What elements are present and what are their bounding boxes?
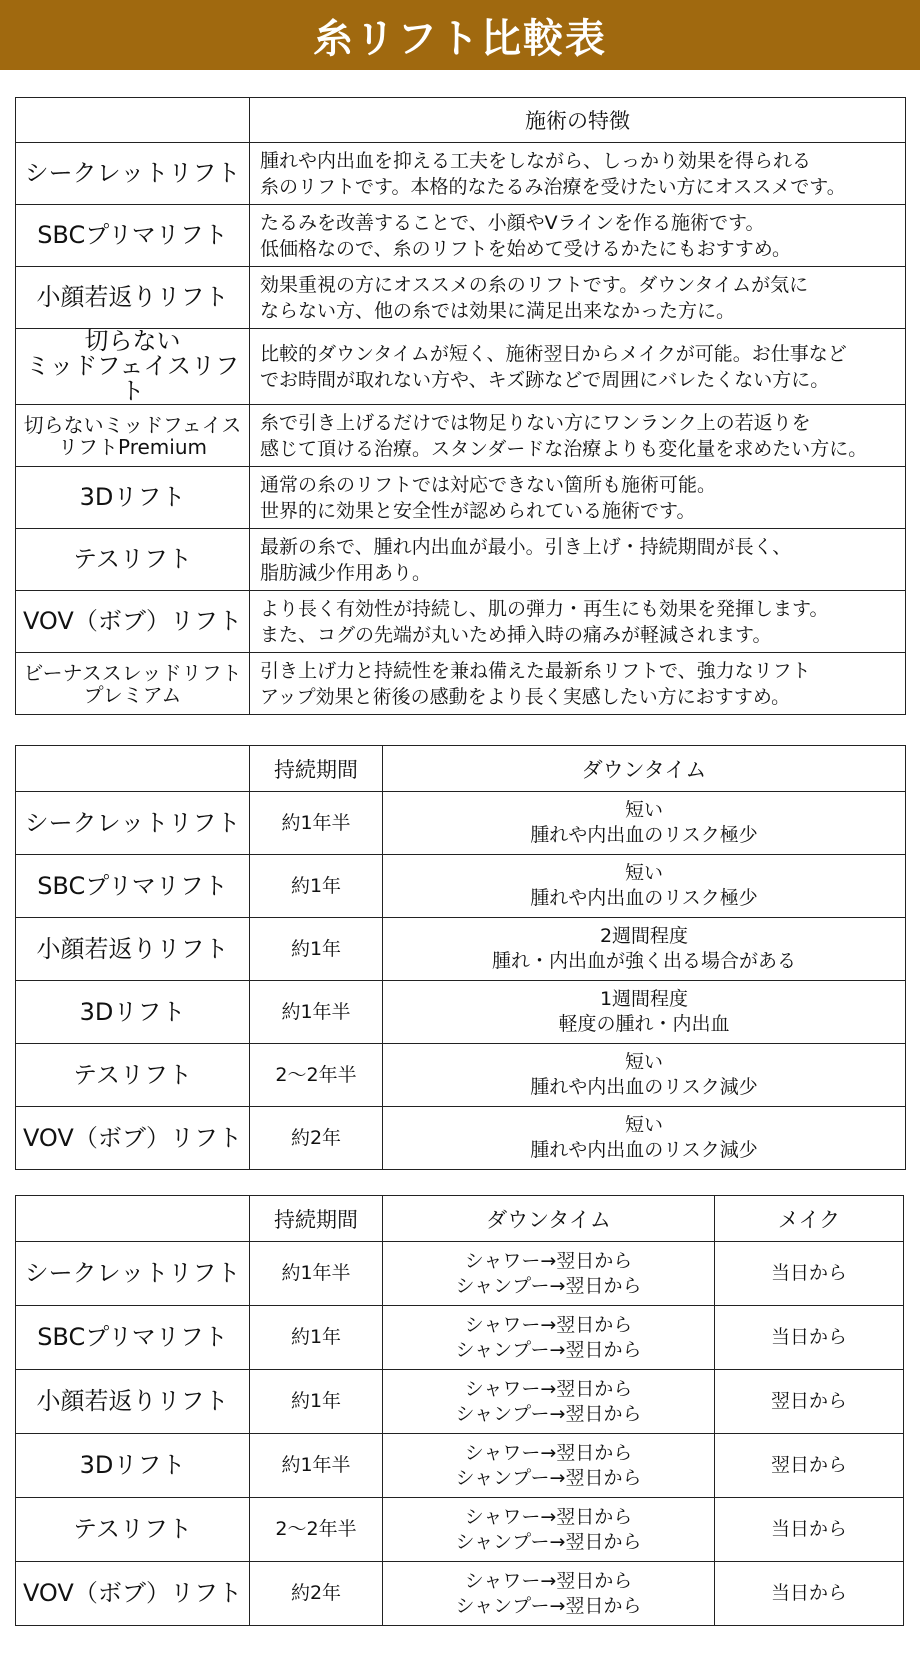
duration-cell: 2～2年半 [250, 1044, 383, 1107]
header-cell [16, 98, 250, 143]
duration-cell: 約2年 [250, 1107, 383, 1170]
header-cell [16, 746, 250, 792]
row-name: テスリフト [16, 1498, 250, 1562]
page-title: 糸リフト比較表 [313, 15, 607, 62]
header-cell [16, 1196, 250, 1242]
downtime-cell: 1週間程度 軽度の腫れ・内出血 [383, 981, 906, 1044]
row-name: 小顔若返りリフト [16, 267, 250, 329]
downtime-cell: シャワー→翌日から シャンプー→翌日から [383, 1306, 715, 1370]
table-row [16, 1242, 904, 1306]
row-name: VOV（ボブ）リフト [16, 591, 250, 653]
duration-cell: 約1年 [250, 855, 383, 918]
downtime-cell: 短い 腫れや内出血のリスク減少 [383, 1107, 906, 1170]
duration-cell: 約1年 [250, 1370, 383, 1434]
duration-cell: 約1年半 [250, 1242, 383, 1306]
makeup-cell: 当日から [715, 1242, 904, 1306]
table-row [16, 591, 906, 653]
makeup-cell: 翌日から [715, 1370, 904, 1434]
header-cell: メイク [715, 1196, 904, 1242]
row-name: 小顔若返りリフト [16, 1370, 250, 1434]
row-name: シークレットリフト [16, 143, 250, 205]
duration-cell: 2～2年半 [250, 1498, 383, 1562]
table-row [16, 981, 906, 1044]
row-name: 小顔若返りリフト [16, 918, 250, 981]
downtime-cell: シャワー→翌日から シャンプー→翌日から [383, 1242, 715, 1306]
row-description: たるみを改善することで、小顔やVラインを作る施術です。 低価格なので、糸のリフトを始めて受けるかたにもおすすめ。 [250, 205, 906, 267]
row-name: テスリフト [16, 1044, 250, 1107]
features-table [15, 97, 906, 715]
table-header-row [16, 1196, 904, 1242]
row-name: SBCプリマリフト [16, 205, 250, 267]
header-cell: 持続期間 [250, 1196, 383, 1242]
table-row [16, 467, 906, 529]
row-name: VOV（ボブ）リフト [16, 1562, 250, 1626]
header-cell: ダウンタイム [383, 746, 906, 792]
table-row [16, 405, 906, 467]
header-cell: 持続期間 [250, 746, 383, 792]
row-name: VOV（ボブ）リフト [16, 1107, 250, 1170]
table-row [16, 205, 906, 267]
duration-cell: 約2年 [250, 1562, 383, 1626]
downtime-cell: シャワー→翌日から シャンプー→翌日から [383, 1498, 715, 1562]
duration-cell: 約1年 [250, 1306, 383, 1370]
table-row [16, 855, 906, 918]
row-name: 3Dリフト [16, 981, 250, 1044]
header-cell: ダウンタイム [383, 1196, 715, 1242]
row-name: SBCプリマリフト [16, 1306, 250, 1370]
row-name: ビーナススレッドリフト プレミアム [16, 653, 250, 715]
table-row [16, 1498, 904, 1562]
downtime-cell: シャワー→翌日から シャンプー→翌日から [383, 1434, 715, 1498]
table-row [16, 1434, 904, 1498]
downtime-cell: 短い 腫れや内出血のリスク減少 [383, 1044, 906, 1107]
table-row [16, 143, 906, 205]
duration-cell: 約1年半 [250, 981, 383, 1044]
downtime-cell: 2週間程度 腫れ・内出血が強く出る場合がある [383, 918, 906, 981]
table-row [16, 1562, 904, 1626]
row-name: テスリフト [16, 529, 250, 591]
table-row [16, 792, 906, 855]
makeup-cell: 当日から [715, 1562, 904, 1626]
row-name: 切らないミッドフェイス リフトPremium [16, 405, 250, 467]
duration-cell: 約1年 [250, 918, 383, 981]
row-description: 通常の糸のリフトでは対応できない箇所も施術可能。 世界的に効果と安全性が認められている施術です。 [250, 467, 906, 529]
row-description: 糸で引き上げるだけでは物足りない方にワンランク上の若返りを 感じて頂ける治療。スタンダードな治療よりも変化量を求めたい方に。 [250, 405, 906, 467]
table-row [16, 918, 906, 981]
row-name: 3Dリフト [16, 1434, 250, 1498]
table-row [16, 267, 906, 329]
downtime-cell: 短い 腫れや内出血のリスク極少 [383, 792, 906, 855]
row-description: より長く有効性が持続し、肌の弾力・再生にも効果を発揮します。 また、コグの先端が丸いため挿入時の痛みが軽減されます。 [250, 591, 906, 653]
table-row [16, 1044, 906, 1107]
table-row [16, 529, 906, 591]
row-name: シークレットリフト [16, 792, 250, 855]
row-description: 比較的ダウンタイムが短く、施術翌日からメイクが可能。お仕事など でお時間が取れない方や、キズ跡などで周囲にバレたくない方に。 [250, 329, 906, 405]
row-name: シークレットリフト [16, 1242, 250, 1306]
makeup-cell: 当日から [715, 1498, 904, 1562]
downtime-cell: シャワー→翌日から シャンプー→翌日から [383, 1562, 715, 1626]
title-banner [0, 0, 920, 70]
table-header-row [16, 746, 906, 792]
row-description: 最新の糸で、腫れ内出血が最小。引き上げ・持続期間が長く、 脂肪減少作用あり。 [250, 529, 906, 591]
table-row [16, 329, 906, 405]
row-description: 引き上げ力と持続性を兼ね備えた最新糸リフトで、強力なリフト アップ効果と術後の感動をより長く実感したい方におすすめ。 [250, 653, 906, 715]
duration-cell: 約1年半 [250, 1434, 383, 1498]
row-name: 切らない ミッドフェイスリフト [16, 329, 250, 405]
row-name: SBCプリマリフト [16, 855, 250, 918]
table-header-row [16, 98, 906, 143]
makeup-cell: 翌日から [715, 1434, 904, 1498]
header-cell: 施術の特徴 [250, 98, 906, 143]
downtime-cell: 短い 腫れや内出血のリスク極少 [383, 855, 906, 918]
table-row [16, 653, 906, 715]
makeup-table [15, 1195, 904, 1626]
row-description: 効果重視の方にオススメの糸のリフトです。ダウンタイムが気に ならない方、他の糸では効果に満足出来なかった方に。 [250, 267, 906, 329]
table-row [16, 1107, 906, 1170]
table-row [16, 1306, 904, 1370]
table-row [16, 1370, 904, 1434]
row-description: 腫れや内出血を抑える工夫をしながら、しっかり効果を得られる 糸のリフトです。本格的なたるみ治療を受けたい方にオススメです。 [250, 143, 906, 205]
row-name: 3Dリフト [16, 467, 250, 529]
makeup-cell: 当日から [715, 1306, 904, 1370]
downtime-cell: シャワー→翌日から シャンプー→翌日から [383, 1370, 715, 1434]
duration-cell: 約1年半 [250, 792, 383, 855]
downtime-table [15, 745, 906, 1170]
